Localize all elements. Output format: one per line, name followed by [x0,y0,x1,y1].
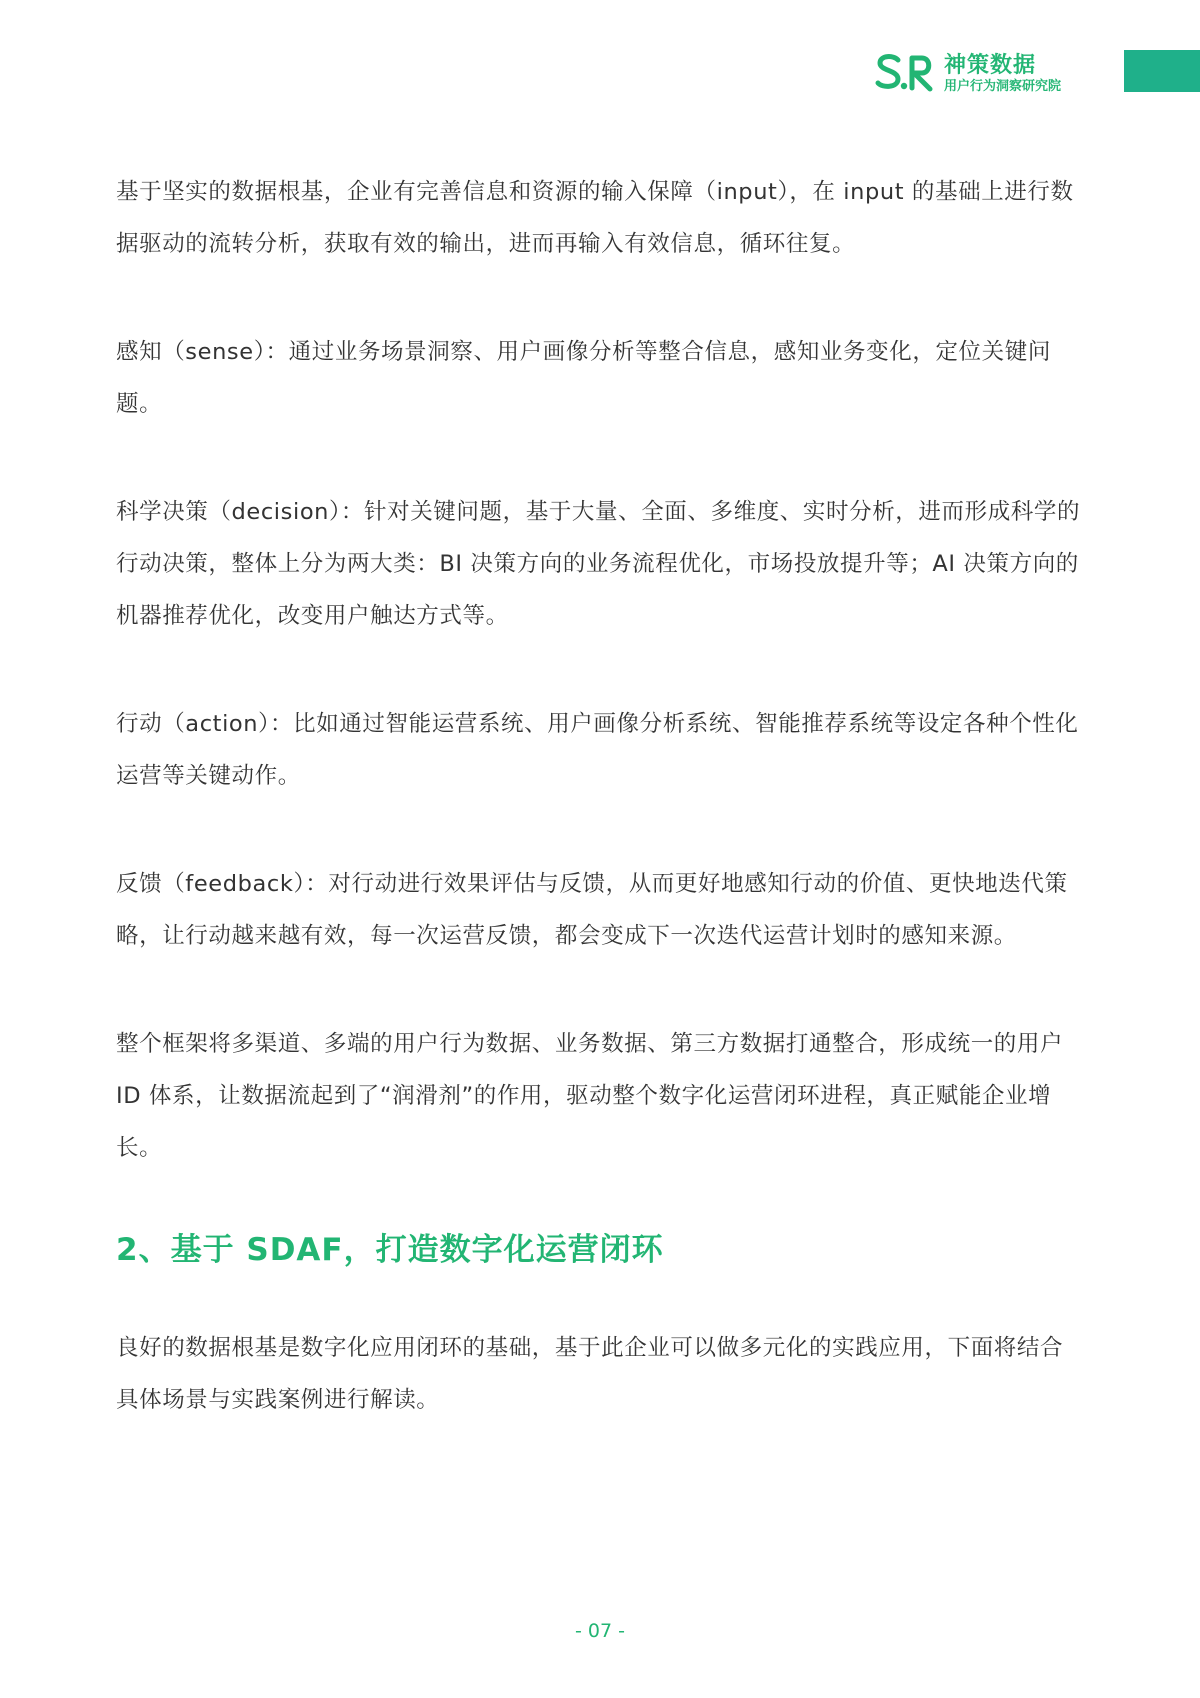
page-number: - 07 - [575,1620,625,1642]
paragraph-input: 基于坚实的数据根基，企业有完善信息和资源的输入保障（input），在 input 的基础上进行数据驱动的流转分析，获取有效的输出，进而再输入有效信息，循环往复。 [116,179,1074,257]
paragraph-action: 行动（action）：比如通过智能运营系统、用户画像分析系统、智能推荐系统等设定各种个性化运营等关键动作。 [116,711,1079,789]
section-heading: 2、基于 SDAF，打造数字化运营闭环 [116,1232,664,1268]
paragraph-framework: 整个框架将多渠道、多端的用户行为数据、业务数据、第三方数据打通整合，形成统一的用户 ID 体系，让数据流起到了“润滑剂”的作用，驱动整个数字化运营闭环进程，真正赋能企业增长。 [116,1031,1064,1161]
brand-logo [874,52,1061,96]
corner-tab [1124,50,1200,92]
logo-name: 神策数据 [944,53,1037,78]
paragraph-decision: 科学决策（decision）：针对关键问题，基于大量、全面、多维度、实时分析，进而形成科学的行动决策，整体上分为两大类：BI 决策方向的业务流程优化，市场投放提升等；AI 决策方向的机器推荐优化，改变用户触达方式等。 [116,499,1081,629]
logo-tagline: 用户行为洞察研究院 [944,79,1062,94]
sr-logo-icon [874,52,936,96]
section-paragraph: 良好的数据根基是数字化应用闭环的基础，基于此企业可以做多元化的实践应用，下面将结合具体场景与实践案例进行解读。 [116,1335,1064,1413]
main-content [116,166,1086,1482]
paragraph-feedback: 反馈（feedback）：对行动进行效果评估与反馈，从而更好地感知行动的价值、更快地迭代策略，让行动越来越有效，每一次运营反馈，都会变成下一次迭代运营计划时的感知来源。 [116,871,1068,949]
logo-text [944,53,1061,95]
paragraph-sense: 感知（sense）：通过业务场景洞察、用户画像分析等整合信息，感知业务变化，定位关键问题。 [116,339,1051,417]
